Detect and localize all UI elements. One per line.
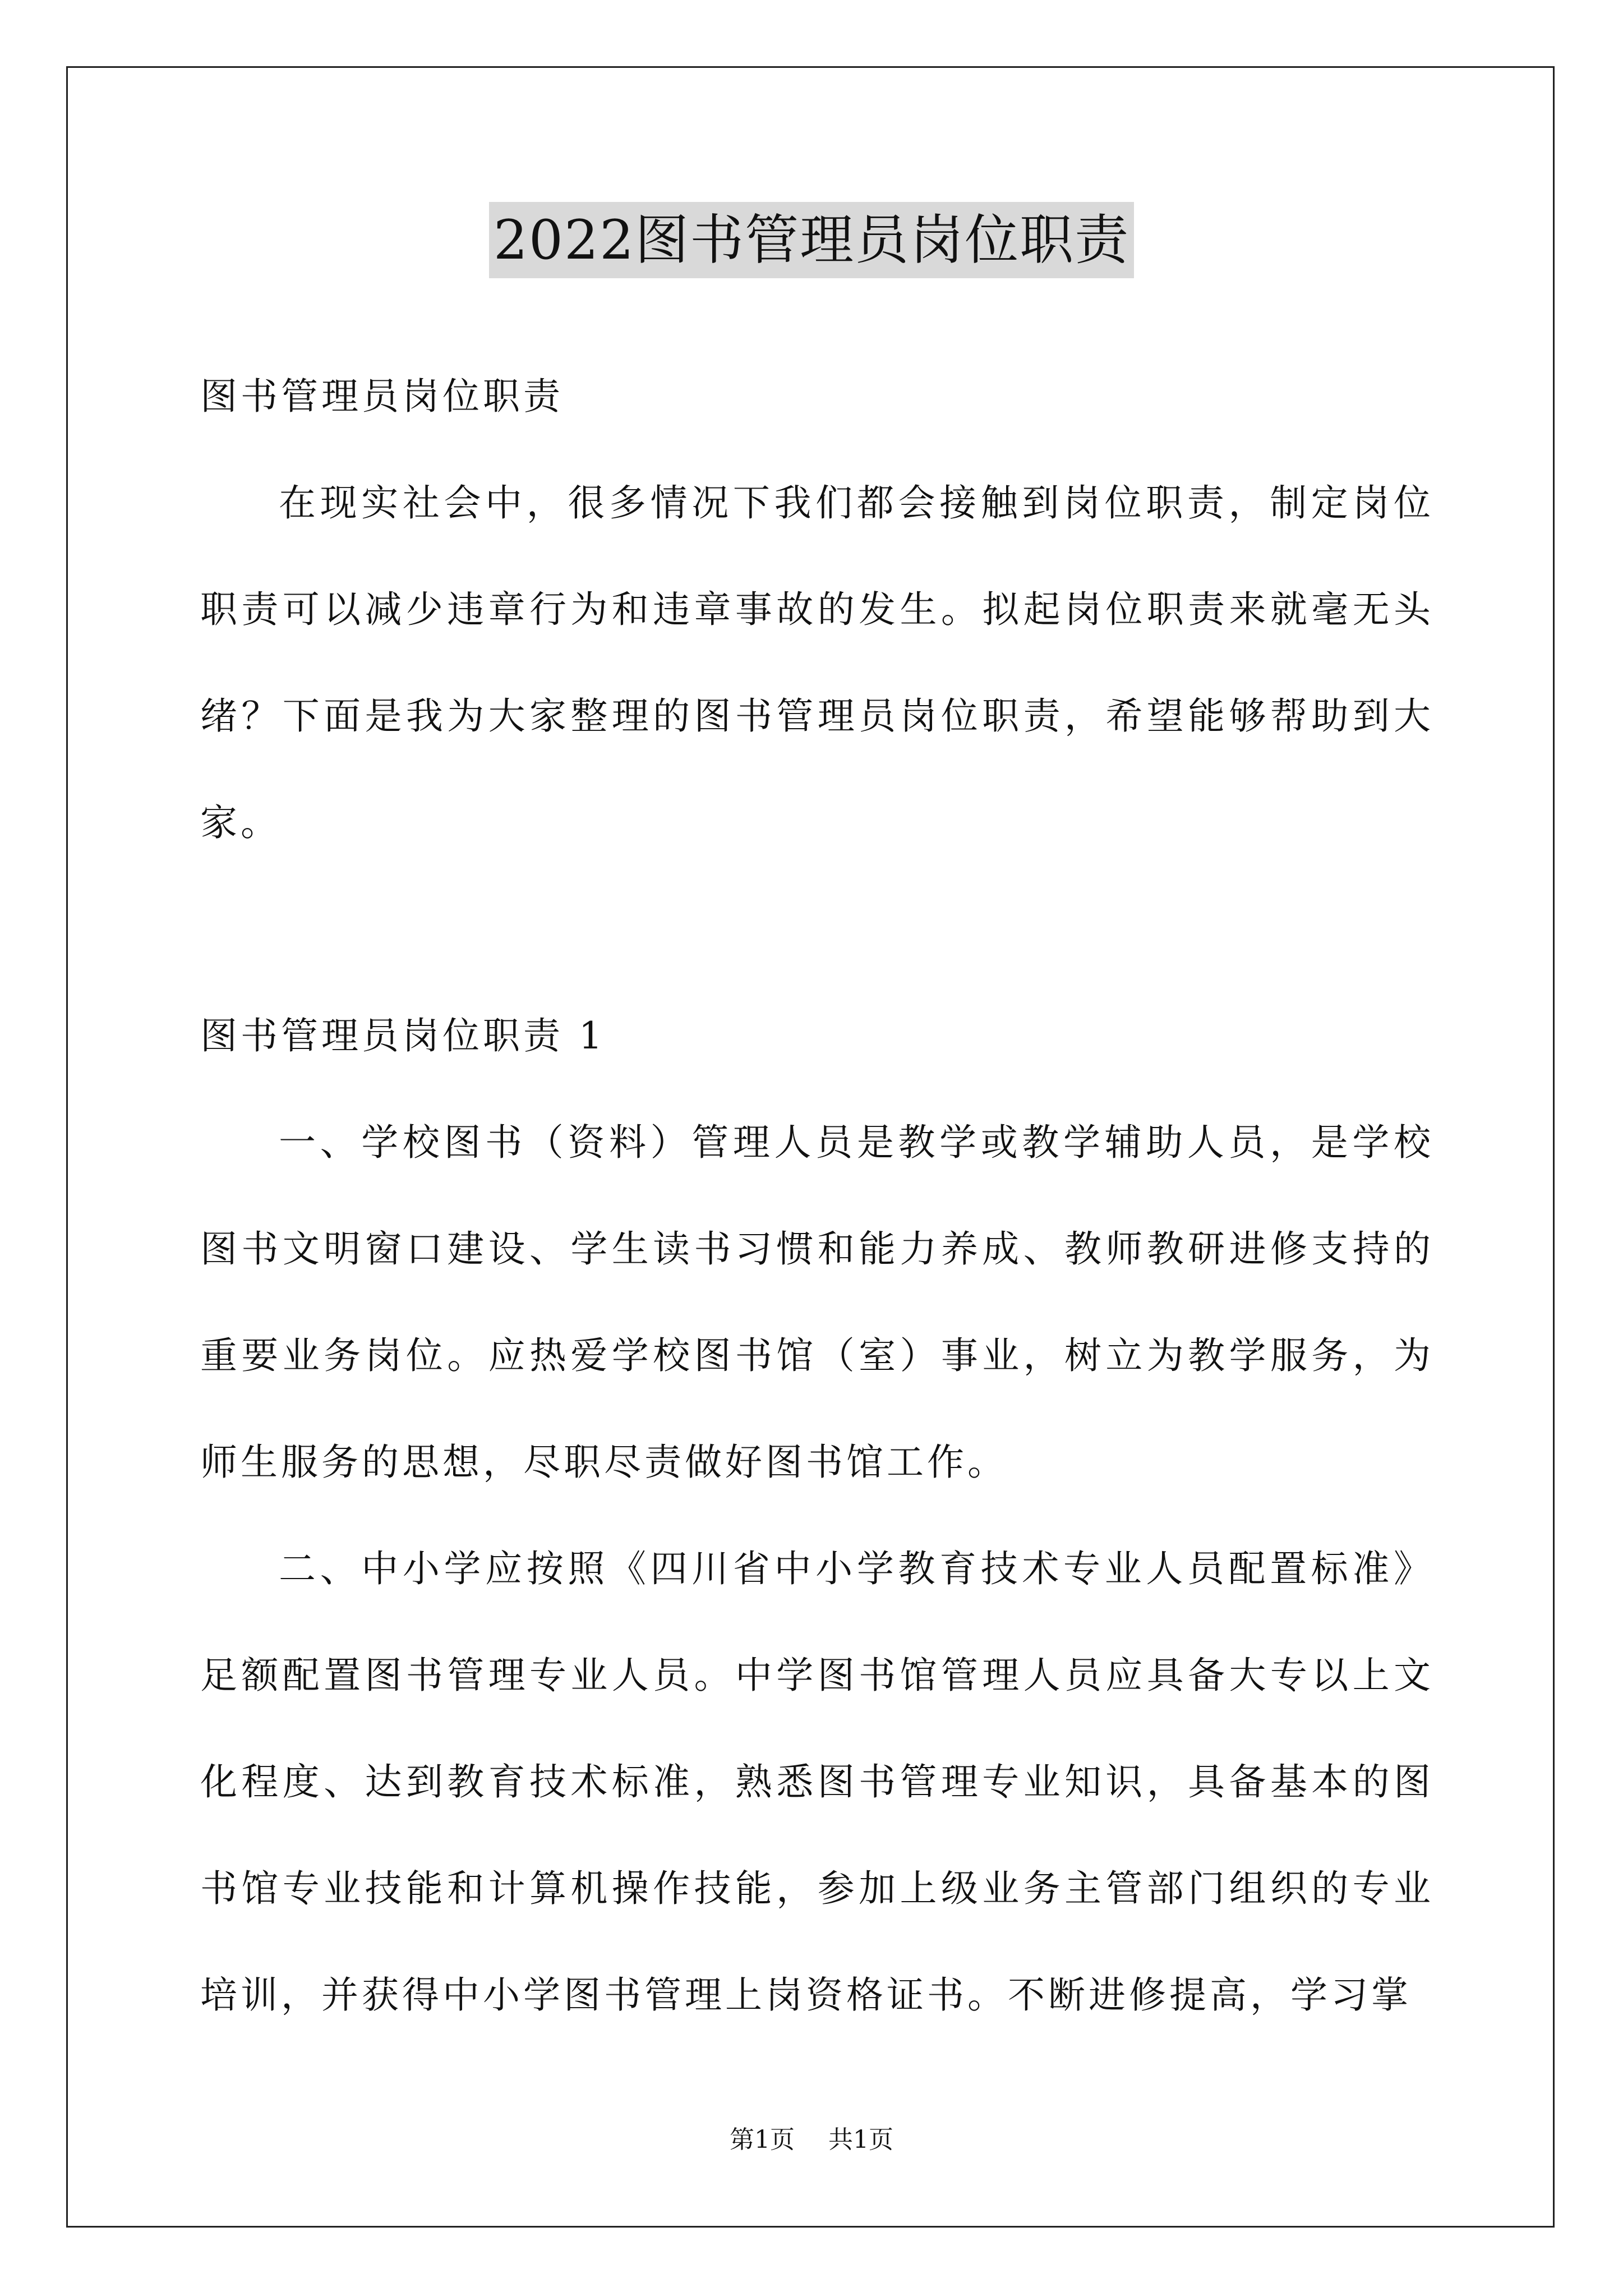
section-paragraph-1: 一、学校图书（资料）管理人员是教学或教学辅助人员，是学校图书文明窗口建设、学生读书习惯和能力养成、教师教研进修支持的重要业务岗位。应热爱学校图书馆（室）事业，树立为教学服务，为师生服务的思想，尽职尽责做好图书馆工作。 bbox=[200, 1121, 1434, 1484]
page-footer bbox=[0, 2123, 1623, 2157]
page-number-current: 第1页 bbox=[730, 2125, 795, 2154]
document-body bbox=[200, 343, 1434, 2049]
intro-paragraph: 在现实社会中，很多情况下我们都会接触到岗位职责，制定岗位职责可以减少违章行为和违章事故的发生。拟起岗位职责来就毫无头绪？下面是我为大家整理的图书管理员岗位职责，希望能够帮助到大家。 bbox=[200, 481, 1434, 844]
section-paragraph-2: 二、中小学应按照《四川省中小学教育技术专业人员配置标准》足额配置图书管理专业人员。中学图书馆管理人员应具备大专以上文化程度、达到教育技术标准，熟悉图书管理专业知识，具备基本的图书馆专业技能和计算机操作技能，参加上级业务主管部门组织的专业培训，并获得中小学图书管理上岗资格证书。不断进修提高，学习掌 bbox=[200, 1547, 1434, 2017]
title-container bbox=[0, 202, 1623, 278]
document-title: 2022图书管理员岗位职责 bbox=[489, 202, 1134, 278]
page-number-total: 共1页 bbox=[828, 2125, 893, 2154]
document-heading: 图书管理员岗位职责 bbox=[200, 375, 564, 418]
section-heading: 图书管理员岗位职责 1 bbox=[200, 1014, 606, 1057]
